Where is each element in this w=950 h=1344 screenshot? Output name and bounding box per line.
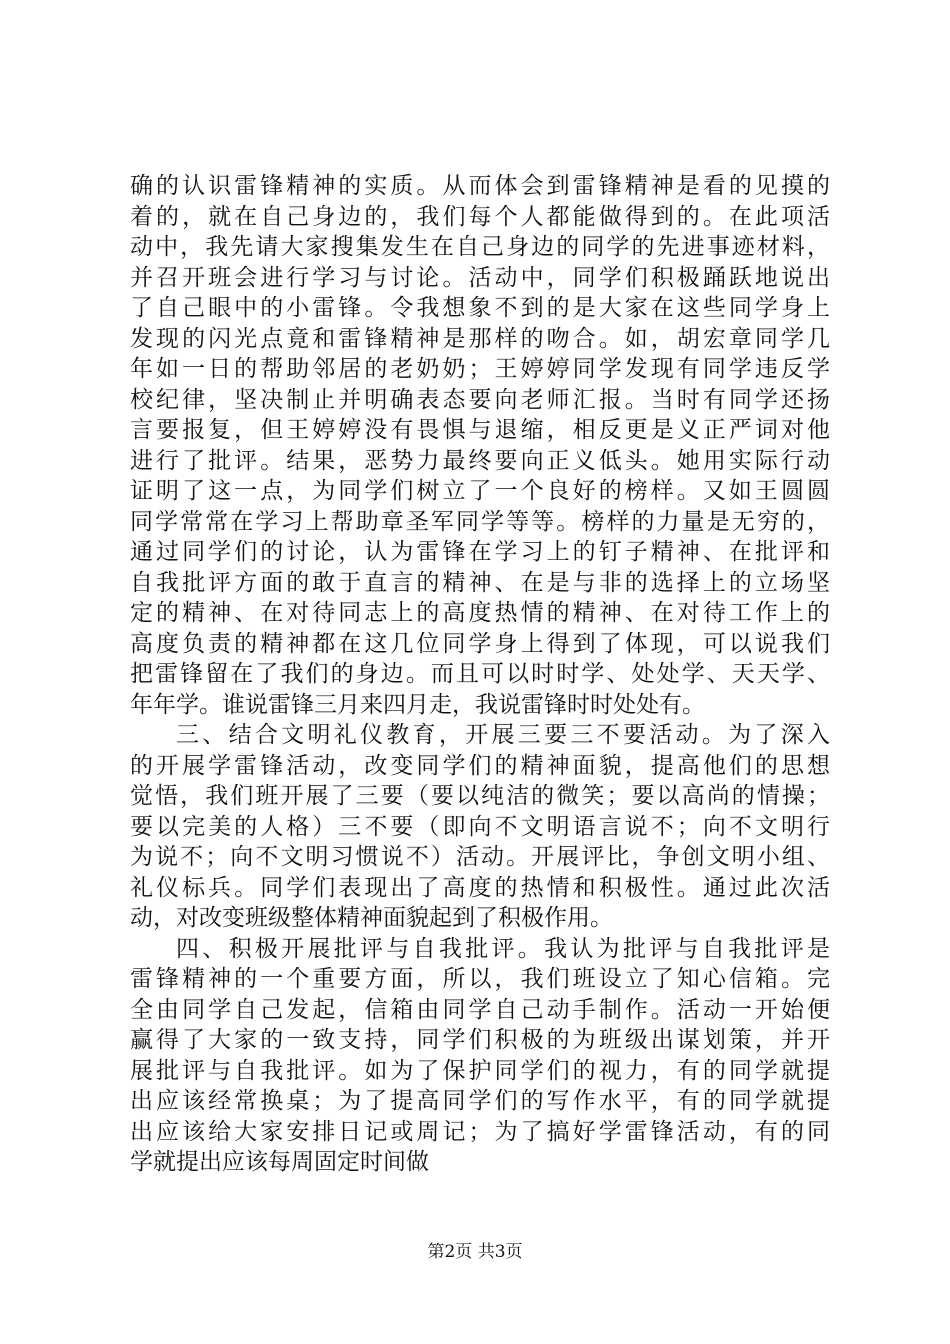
text-line: 定的精神、在对待同志上的高度热情的精神、在对待工作上的 (130, 600, 830, 626)
page-number-footer: 第2页 共3页 (427, 1242, 523, 1262)
paragraph-heading-4: 四、积极开展批评与自我批评。我认为批评与自我批评是 (176, 935, 830, 962)
text-line: 要以完美的人格）三不要（即向不文明语言说不；向不文明行 (130, 813, 830, 840)
text-line: 动中，我先请大家搜集发生在自己身边的同学的先进事迹材料， (130, 234, 830, 260)
text-line: 并召开班会进行学习与讨论。活动中，同学们积极踊跃地说出 (130, 264, 830, 291)
text-line: 为说不；向不文明习惯说不）活动。开展评比，争创文明小组、 (130, 844, 830, 870)
text-line: 赢得了大家的一致支持，同学们积极的为班级出谋划策，并开 (130, 1027, 830, 1053)
text-line: 的开展学雷锋活动，改变同学们的精神面貌，提高他们的思想 (130, 752, 830, 779)
text-line: 自我批评方面的敢于直言的精神、在是与非的选择上的立场坚 (130, 569, 830, 596)
text-line: 觉悟，我们班开展了三要（要以纯洁的微笑；要以高尚的情操； (130, 783, 830, 809)
text-line: 年如一日的帮助邻居的老奶奶；王婷婷同学发现有同学违反学 (130, 356, 830, 382)
text-line: 进行了批评。结果，恶势力最终要向正义低头。她用实际行动 (130, 447, 830, 474)
text-line: 学就提出应该每周固定时间做 (130, 1149, 429, 1175)
text-line: 出应该给大家安排日记或周记；为了搞好学雷锋活动，有的同 (130, 1118, 830, 1145)
paragraph-heading-3: 三、结合文明礼仪教育，开展三要三不要活动。为了深入 (176, 722, 830, 748)
text-line: 把雷锋留在了我们的身边。而且可以时时学、处处学、天天学、 (130, 661, 830, 687)
text-line: 着的，就在自己身边的，我们每个人都能做得到的。在此项活 (130, 203, 830, 230)
text-line: 证明了这一点，为同学们树立了一个良好的榜样。又如王圆圆 (130, 478, 830, 504)
text-line: 确的认识雷锋精神的实质。从而体会到雷锋精神是看的见摸的 (130, 173, 830, 199)
text-line: 言要报复，但王婷婷没有畏惧与退缩，相反更是义正严词对他 (130, 417, 830, 443)
text-line: 动，对改变班级整体精神面貌起到了积极作用。 (130, 905, 613, 931)
text-line: 展批评与自我批评。如为了保护同学们的视力，有的同学就提 (130, 1057, 830, 1084)
text-line: 同学常常在学习上帮助章圣军同学等等。榜样的力量是无穷的， (130, 508, 830, 535)
text-line: 礼仪标兵。同学们表现出了高度的热情和积极性。通过此次活 (130, 874, 830, 901)
text-line: 全由同学自己发起，信箱由同学自己动手制作。活动一开始便 (130, 996, 830, 1023)
text-line: 通过同学们的讨论，认为雷锋在学习上的钉子精神、在批评和 (130, 539, 830, 565)
text-line: 校纪律，坚决制止并明确表态要向老师汇报。当时有同学还扬 (130, 386, 830, 413)
text-line: 高度负责的精神都在这几位同学身上得到了体现，可以说我们 (130, 630, 830, 657)
text-line: 了自己眼中的小雷锋。令我想象不到的是大家在这些同学身上 (130, 295, 830, 321)
text-line: 发现的闪光点竟和雷锋精神是那样的吻合。如，胡宏章同学几 (130, 325, 830, 352)
text-line: 出应该经常换桌；为了提高同学们的写作水平，有的同学就提 (130, 1088, 830, 1114)
body-text (130, 171, 830, 1178)
text-line: 雷锋精神的一个重要方面，所以，我们班设立了知心信箱。完 (130, 966, 830, 992)
text-line: 年年学。谁说雷锋三月来四月走，我说雷锋时时处处有。 (130, 691, 705, 718)
